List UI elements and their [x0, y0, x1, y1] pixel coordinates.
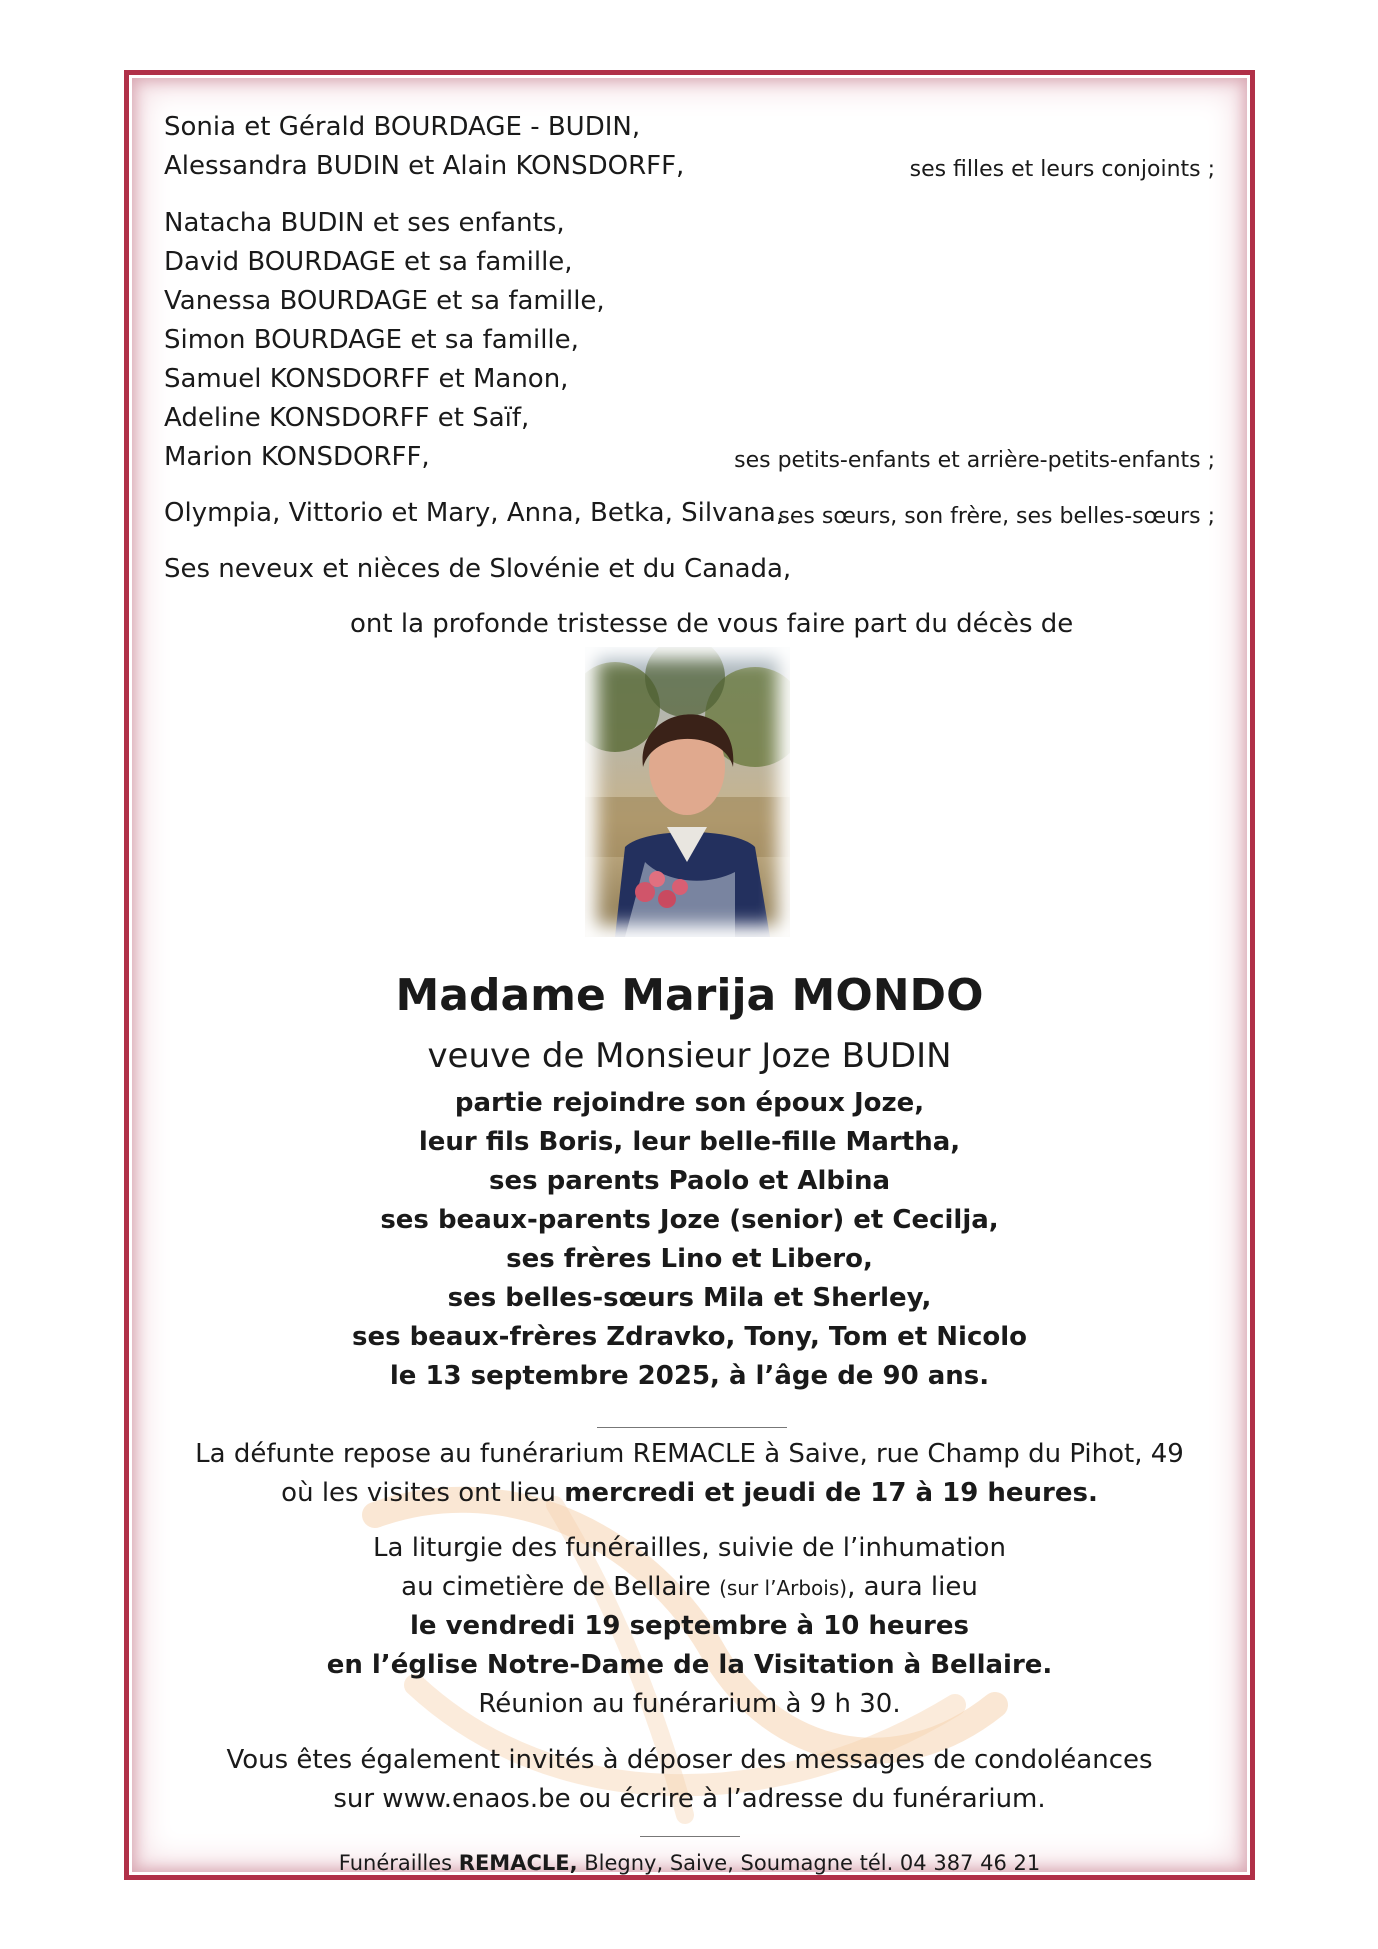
- funeral-place: en l’église Notre-Dame de la Visitation à Bellaire.: [326, 1650, 1053, 1680]
- deceased-name: Madame Marija MONDO: [395, 970, 984, 1021]
- condolences-line-1: Vous êtes également invités à déposer des messages de condoléances: [226, 1745, 1153, 1775]
- widow-of: veuve de Monsieur Joze BUDIN: [427, 1036, 952, 1076]
- condolences-line-2: sur www.enaos.be ou écrire à l’adresse du funérarium.: [333, 1784, 1046, 1814]
- grandchild-line: Samuel KONSDORFF et Manon,: [164, 364, 569, 394]
- daughter-line-1: Sonia et Gérald BOURDAGE - BUDIN,: [164, 112, 641, 142]
- announcement: ont la profonde tristesse de vous faire part du décès de: [350, 609, 1074, 639]
- footer-separator: [640, 1836, 740, 1837]
- visitation-line-1: La défunte repose au funérarium REMACLE à Saive, rue Champ du Pihot, 49: [195, 1439, 1184, 1469]
- detail-line: partie rejoindre son époux Joze,: [454, 1088, 925, 1118]
- detail-line: ses frères Lino et Libero,: [506, 1244, 873, 1274]
- detail-line: ses beaux-frères Zdravko, Tony, Tom et Nicolo: [351, 1322, 1028, 1352]
- grandchild-line: David BOURDAGE et sa famille,: [164, 247, 573, 277]
- daughter-line-2: Alessandra BUDIN et Alain KONSDORFF,: [164, 151, 685, 181]
- separator: [597, 1427, 787, 1428]
- daughters-relation: ses filles et leurs conjoints ;: [909, 157, 1215, 182]
- detail-line: ses belles-sœurs Mila et Sherley,: [447, 1283, 932, 1313]
- detail-line: le 13 septembre 2025, à l’âge de 90 ans.: [389, 1361, 990, 1391]
- grandchild-line: Marion KONSDORFF,: [164, 442, 430, 472]
- footer: Funérailles REMACLE, Blegny, Saive, Soumagne tél. 04 387 46 21: [338, 1851, 1041, 1875]
- siblings-relation: ses sœurs, son frère, ses belles-sœurs ;: [778, 504, 1215, 529]
- visitation-line-2: où les visites ont lieu mercredi et jeudi de 17 à 19 heures.: [281, 1478, 1098, 1508]
- grandchild-line: Natacha BUDIN et ses enfants,: [164, 208, 565, 238]
- siblings-line: Olympia, Vittorio et Mary, Anna, Betka, Silvana,: [164, 498, 785, 528]
- funeral-line-2: au cimetière de Bellaire (sur l’Arbois), aura lieu: [401, 1572, 978, 1602]
- funeral-meeting: Réunion au funérarium à 9 h 30.: [478, 1689, 901, 1719]
- detail-line: ses parents Paolo et Albina: [488, 1166, 891, 1196]
- nephews-line: Ses neveux et nièces de Slovénie et du Canada,: [164, 554, 792, 584]
- grandchild-line: Adeline KONSDORFF et Saïf,: [164, 403, 530, 433]
- detail-line: leur fils Boris, leur belle-fille Martha,: [418, 1127, 961, 1157]
- grandchild-line: Vanessa BOURDAGE et sa famille,: [164, 286, 605, 316]
- funeral-date: le vendredi 19 septembre à 10 heures: [410, 1611, 969, 1641]
- funeral-line-1: La liturgie des funérailles, suivie de l’inhumation: [373, 1533, 1006, 1563]
- grandchildren-relation: ses petits-enfants et arrière-petits-enfants ;: [734, 448, 1215, 473]
- portrait-photo: [585, 647, 790, 937]
- grandchild-line: Simon BOURDAGE et sa famille,: [164, 325, 579, 355]
- detail-line: ses beaux-parents Joze (senior) et Cecilja,: [380, 1205, 999, 1235]
